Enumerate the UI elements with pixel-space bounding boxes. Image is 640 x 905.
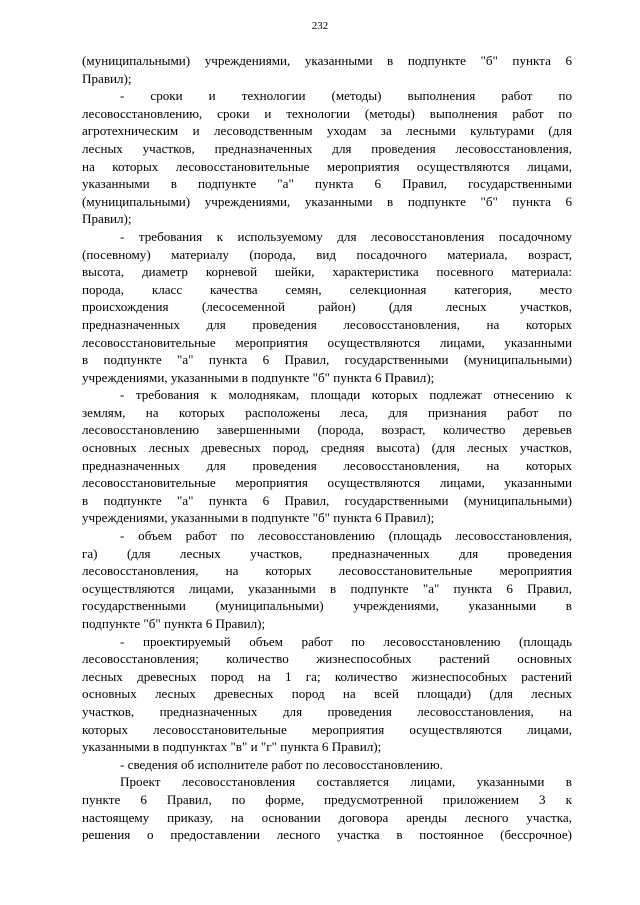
text-line: пункте 6 Правил, по форме, предусмотренной приложением 3 к xyxy=(82,791,572,807)
text-line: (муниципальными) учреждениями, указанными в подпункте "б" пункта 6 xyxy=(82,193,572,209)
text-line: лесовосстановительные мероприятия осуществляются лицами, указанными xyxy=(82,475,572,491)
text-line: лесовосстановлению завершенными (порода, возраст, количество деревьев xyxy=(82,422,572,438)
text-line: предназначенных для проведения лесовосстановления, на которых xyxy=(82,457,572,473)
text-line: указанными в подпунктах "в" и "г" пункта 6 Правил); xyxy=(82,739,382,755)
text-line: подпункте "б" пункта 6 Правил); xyxy=(82,616,266,631)
text-line: учреждениями, указанными в подпункте "б" пункта 6 Правил); xyxy=(82,510,435,526)
text-line: Правил); xyxy=(82,70,132,86)
text-line: лесовосстановлению, сроки и технологии (методы) выполнения работ по xyxy=(82,105,572,121)
text-line: - требования к используемому для лесовосстановления посадочному xyxy=(120,228,572,244)
body-text xyxy=(82,52,572,844)
text-line: Проект лесовосстановления составляется лицами, указанными в xyxy=(120,774,572,790)
text-line: государственными (муниципальными) учреждениями, указанными в xyxy=(82,598,572,614)
text-line: (посевному) материалу (порода, вид посадочного материала, возраст, xyxy=(82,246,572,262)
text-line: - объем работ по лесовосстановлению (площадь лесовосстановления, xyxy=(120,528,572,544)
text-line: решения о предоставлении лесного участка в постоянное (бессрочное) xyxy=(82,827,572,843)
text-line: лесовосстановительные мероприятия осуществляются лицами, указанными xyxy=(82,334,572,350)
text-line: - требования к молоднякам, площади которых подлежат отнесению к xyxy=(120,387,572,403)
text-line: лесных участков, предназначенных для проведения лесовосстановления, xyxy=(82,140,572,156)
text-line: в подпункте "а" пункта 6 Правил, государственными (муниципальными) xyxy=(82,352,572,368)
text-line: Правил); xyxy=(82,211,132,227)
text-line: предназначенных для проведения лесовосстановления, на которых xyxy=(82,316,572,332)
text-line: основных лесных древесных пород, средняя высота) (для лесных участков, xyxy=(82,440,572,456)
text-line: - проектируемый объем работ по лесовосстановлению (площадь xyxy=(120,633,572,649)
text-line: которых лесовосстановительные мероприятия осуществляются лицами, xyxy=(82,721,572,737)
text-line: на которых лесовосстановительные мероприятия осуществляются лицами, xyxy=(82,158,572,174)
text-line: - сроки и технологии (методы) выполнения работ по xyxy=(120,88,572,104)
text-line: (муниципальными) учреждениями, указанными в подпункте "б" пункта 6 xyxy=(82,53,572,68)
text-line: - сведения об исполнителе работ по лесовосстановлению. xyxy=(120,756,443,772)
text-line: лесных древесных пород на 1 га; количество жизнеспособных растений xyxy=(82,668,572,684)
text-line: га) (для лесных участков, предназначенных для проведения xyxy=(82,545,572,561)
text-line: лесовосстановления; количество жизнеспособных растений основных xyxy=(82,651,572,667)
text-line: в подпункте "а" пункта 6 Правил, государственными (муниципальными) xyxy=(82,492,572,508)
text-line: указанными в подпункте "а" пункта 6 Правил, государственными xyxy=(82,176,572,192)
text-line: агротехническим и лесоводственным уходам за лесными культурами (для xyxy=(82,123,572,139)
text-line: высота, диаметр корневой шейки, характеристика посевного материала: xyxy=(82,264,572,280)
text-line: порода, класс качества семян, селекционная категория, место xyxy=(82,281,572,297)
text-line: участков, предназначенных для проведения лесовосстановления, на xyxy=(82,703,572,719)
text-line: основных лесных древесных пород на всей площади) (для лесных xyxy=(82,686,572,702)
text-line: настоящему приказу, на основании договора аренды лесного участка, xyxy=(82,809,572,825)
text-line: землям, на которых расположены леса, для признания работ по xyxy=(82,404,572,420)
page-number: 232 xyxy=(311,20,329,32)
text-line: осуществляются лицами, указанными в подпункте "а" пункта 6 Правил, xyxy=(82,580,572,596)
text-line: учреждениями, указанными в подпункте "б" пункта 6 Правил); xyxy=(82,369,435,385)
text-line: лесовосстановления, на которых лесовосстановительные мероприятия xyxy=(82,563,572,579)
text-line: происхождения (лесосеменной район) (для лесных участков, xyxy=(82,299,572,315)
